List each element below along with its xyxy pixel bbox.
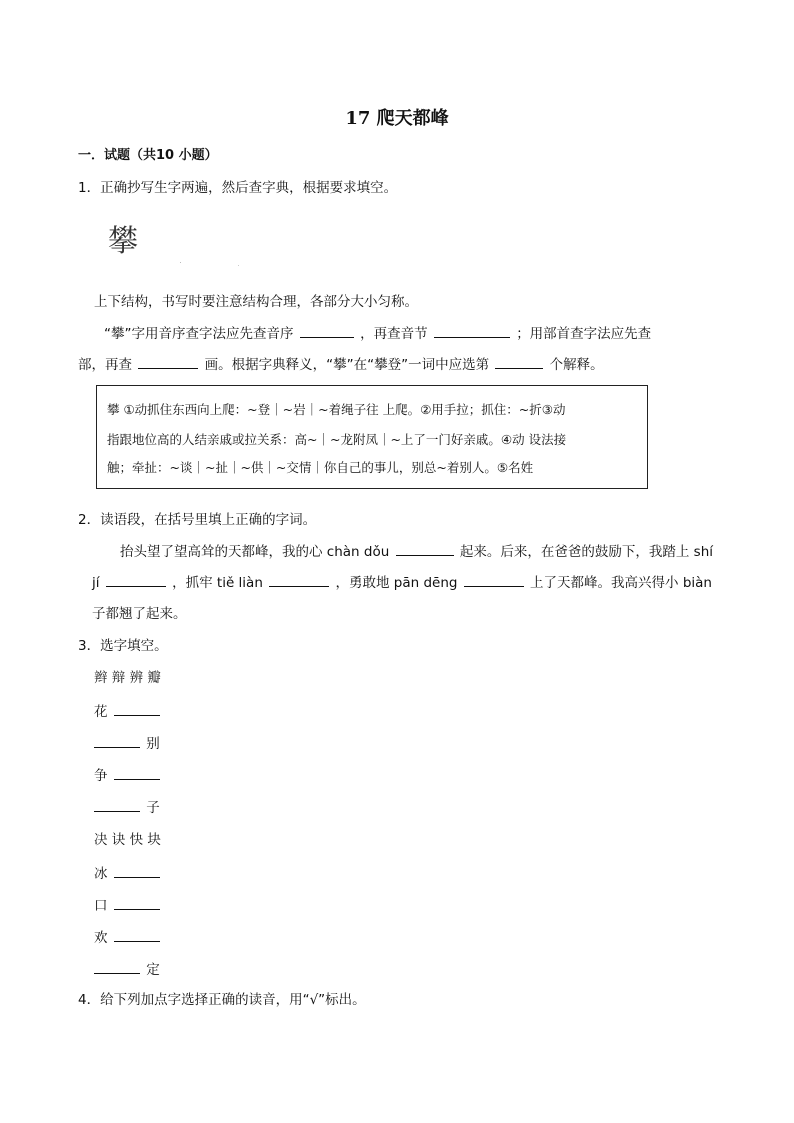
text: 欢 bbox=[94, 930, 108, 946]
question-1-stem: 1．正确抄写生字两遍，然后查字典，根据要求填空。 bbox=[78, 180, 398, 196]
text: ；用部首查字法应先查 bbox=[516, 326, 652, 342]
choice-item bbox=[94, 796, 160, 816]
fill-blank[interactable] bbox=[434, 323, 510, 338]
fill-blank[interactable] bbox=[94, 797, 140, 812]
question-2-line-1 bbox=[120, 540, 713, 560]
dictionary-line: 触；牵扯：~谈｜~扯｜~供｜~交情｜你自己的事儿，别总~着别人。⑤名姓 bbox=[107, 460, 534, 475]
text: 定 bbox=[146, 962, 160, 978]
question-3-stem: 3．选字填空。 bbox=[78, 638, 168, 654]
question-2-line-2 bbox=[92, 571, 712, 591]
page-title: 17 爬天都峰 bbox=[345, 108, 449, 129]
fill-blank[interactable] bbox=[396, 541, 454, 556]
question-2-line-3: 子都翘了起来。 bbox=[92, 606, 187, 622]
writing-tip: 上下结构，书写时要注意结构合理，各部分大小匀称。 bbox=[94, 294, 418, 310]
question-1-line-1 bbox=[104, 322, 651, 342]
character-group-1: 辫 辩 辨 瓣 bbox=[94, 670, 161, 686]
choice-item bbox=[94, 926, 162, 946]
dictionary-line: 指跟地位高的人结亲戚或拉关系：高~｜~龙附凤｜~上了一门好亲戚。④动 设法接 bbox=[107, 432, 567, 447]
text: 起来。后来，在爸爸的鼓励下，我踏上 shí bbox=[459, 544, 714, 560]
text: 冰 bbox=[94, 866, 108, 882]
fill-blank[interactable] bbox=[114, 701, 160, 716]
character-image: 攀 bbox=[108, 224, 138, 259]
fill-blank[interactable] bbox=[114, 863, 160, 878]
choice-item bbox=[94, 958, 160, 978]
text: 上了天都峰。我高兴得小 biàn bbox=[530, 575, 712, 591]
scan-dot bbox=[238, 265, 239, 266]
choice-item bbox=[94, 862, 162, 882]
fill-blank[interactable] bbox=[138, 354, 198, 369]
question-4-stem: 4．给下列加点字选择正确的读音，用“√”标出。 bbox=[78, 992, 366, 1008]
text: 花 bbox=[94, 704, 108, 720]
fill-blank[interactable] bbox=[106, 572, 166, 587]
text: 别 bbox=[146, 736, 160, 752]
scan-dot bbox=[180, 262, 181, 263]
dictionary-box bbox=[96, 385, 648, 489]
text: 子 bbox=[146, 800, 160, 816]
text: ，再查音节 bbox=[360, 326, 428, 342]
choice-item bbox=[94, 764, 162, 784]
text: ，勇敢地 pān dēng bbox=[335, 575, 458, 591]
text: 画。根据字典释义，“攀”在“攀登”一词中应选第 bbox=[204, 357, 490, 373]
text: ，抓牢 tiě liàn bbox=[172, 575, 263, 591]
text: “攀”字用音序查字法应先查音序 bbox=[104, 326, 294, 342]
fill-blank[interactable] bbox=[114, 927, 160, 942]
dictionary-line: 攀 ①动抓住东西向上爬：~登｜~岩｜~着绳子往 上爬。②用手拉；抓住：~折③动 bbox=[107, 402, 566, 417]
question-2-stem: 2．读语段，在括号里填上正确的字词。 bbox=[78, 512, 317, 528]
fill-blank[interactable] bbox=[94, 733, 140, 748]
fill-blank[interactable] bbox=[495, 354, 543, 369]
fill-blank[interactable] bbox=[114, 895, 160, 910]
text: 争 bbox=[94, 768, 108, 784]
fill-blank[interactable] bbox=[114, 765, 160, 780]
character-group-2: 决 诀 快 块 bbox=[94, 832, 161, 848]
choice-item bbox=[94, 894, 162, 914]
question-1-line-2 bbox=[78, 353, 604, 373]
choice-item bbox=[94, 700, 162, 720]
text: 口 bbox=[94, 898, 108, 914]
fill-blank[interactable] bbox=[464, 572, 524, 587]
fill-blank[interactable] bbox=[300, 323, 354, 338]
section-heading: 一．试题（共10 小题） bbox=[78, 148, 218, 163]
text: 抬头望了望高耸的天都峰，我的心 chàn dǒu bbox=[120, 544, 390, 560]
choice-item bbox=[94, 732, 160, 752]
fill-blank[interactable] bbox=[94, 959, 140, 974]
text: jí bbox=[92, 575, 100, 591]
fill-blank[interactable] bbox=[269, 572, 329, 587]
text: 个解释。 bbox=[549, 357, 604, 373]
text: 部，再查 bbox=[78, 357, 132, 373]
